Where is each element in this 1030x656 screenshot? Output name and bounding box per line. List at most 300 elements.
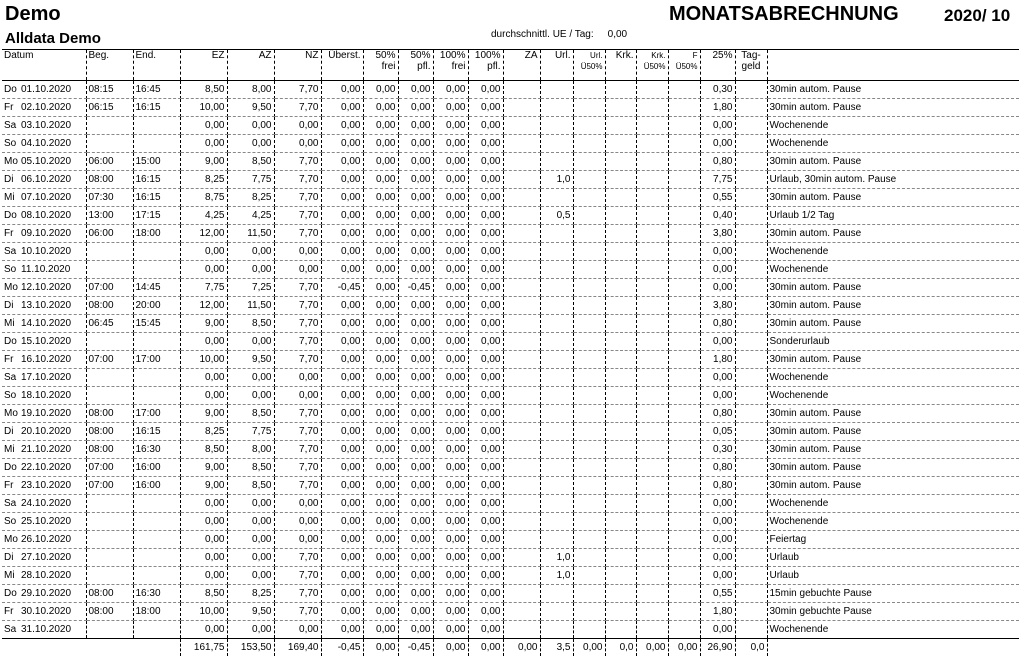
weekday: So bbox=[4, 136, 21, 152]
table-cell: 0,00 bbox=[321, 621, 363, 639]
column-header: 50% frei bbox=[363, 50, 398, 81]
table-cell bbox=[605, 81, 636, 99]
table-cell: 9,00 bbox=[180, 153, 227, 171]
table-cell bbox=[133, 621, 180, 639]
table-row bbox=[2, 261, 1019, 279]
table-cell: 7,70 bbox=[274, 405, 321, 423]
table-cell: 0,00 bbox=[321, 315, 363, 333]
table-cell bbox=[573, 477, 605, 495]
table-cell: 7,70 bbox=[274, 441, 321, 459]
table-cell bbox=[668, 477, 700, 495]
table-cell bbox=[636, 387, 668, 405]
date: 14.10.2020 bbox=[21, 318, 71, 329]
table-cell: 0,00 bbox=[180, 135, 227, 153]
weekday: Mi bbox=[4, 442, 21, 458]
table-cell: 0,00 bbox=[433, 621, 468, 639]
table-cell bbox=[503, 297, 540, 315]
total-cell: 0,00 bbox=[433, 639, 468, 656]
table-cell bbox=[133, 531, 180, 549]
table-cell: 0,00 bbox=[227, 243, 274, 261]
table-cell bbox=[503, 333, 540, 351]
table-cell: 0,00 bbox=[363, 423, 398, 441]
table-cell: 0,00 bbox=[180, 333, 227, 351]
table-cell: 0,00 bbox=[398, 441, 433, 459]
average-overtime bbox=[491, 29, 627, 40]
table-cell bbox=[735, 315, 767, 333]
table-cell bbox=[133, 261, 180, 279]
table-cell bbox=[668, 243, 700, 261]
table-cell: 0,00 bbox=[180, 621, 227, 639]
table-cell: 8,50 bbox=[180, 441, 227, 459]
table-cell: 0,00 bbox=[700, 549, 735, 567]
table-cell: 30min autom. Pause bbox=[767, 459, 1019, 477]
date-cell bbox=[2, 495, 86, 513]
table-cell: 0,00 bbox=[363, 261, 398, 279]
table-cell: 0,00 bbox=[321, 81, 363, 99]
table-cell bbox=[503, 279, 540, 297]
table-cell: 7,70 bbox=[274, 81, 321, 99]
table-cell: 8,25 bbox=[227, 585, 274, 603]
table-cell: 10,00 bbox=[180, 603, 227, 621]
table-cell: 06:00 bbox=[86, 225, 133, 243]
table-cell: 7,25 bbox=[227, 279, 274, 297]
table-cell: 0,00 bbox=[398, 459, 433, 477]
report-title: MONATSABRECHNUNG bbox=[669, 3, 899, 26]
table-cell: 0,00 bbox=[363, 315, 398, 333]
table-cell bbox=[503, 549, 540, 567]
table-cell bbox=[133, 117, 180, 135]
table-cell bbox=[668, 297, 700, 315]
table-cell: 0,00 bbox=[398, 423, 433, 441]
table-cell: 0,00 bbox=[321, 423, 363, 441]
table-cell bbox=[540, 189, 573, 207]
table-cell bbox=[503, 81, 540, 99]
table-cell bbox=[503, 369, 540, 387]
table-cell: 0,00 bbox=[700, 513, 735, 531]
table-cell: Wochenende bbox=[767, 261, 1019, 279]
table-row bbox=[2, 315, 1019, 333]
table-cell: 0,00 bbox=[274, 621, 321, 639]
table-cell bbox=[573, 369, 605, 387]
table-cell bbox=[636, 549, 668, 567]
table-cell bbox=[573, 423, 605, 441]
table-cell: 0,00 bbox=[321, 459, 363, 477]
table-cell: 0,00 bbox=[398, 549, 433, 567]
date: 20.10.2020 bbox=[21, 426, 71, 437]
table-cell: 0,00 bbox=[321, 387, 363, 405]
table-cell bbox=[636, 459, 668, 477]
table-cell bbox=[86, 387, 133, 405]
table-row bbox=[2, 333, 1019, 351]
weekday: So bbox=[4, 262, 21, 278]
table-cell bbox=[735, 99, 767, 117]
total-cell: 0,00 bbox=[573, 639, 605, 656]
table-cell: 0,00 bbox=[321, 189, 363, 207]
table-cell bbox=[668, 261, 700, 279]
table-cell: 0,00 bbox=[700, 243, 735, 261]
table-cell bbox=[735, 351, 767, 369]
table-cell: 7,75 bbox=[227, 171, 274, 189]
table-cell: 7,70 bbox=[274, 351, 321, 369]
table-cell: 0,00 bbox=[321, 99, 363, 117]
table-cell bbox=[735, 243, 767, 261]
date: 09.10.2020 bbox=[21, 228, 71, 239]
table-cell: 9,00 bbox=[180, 405, 227, 423]
table-cell: 0,00 bbox=[700, 531, 735, 549]
table-cell bbox=[636, 189, 668, 207]
table-cell: 0,00 bbox=[363, 333, 398, 351]
table-cell: 30min autom. Pause bbox=[767, 477, 1019, 495]
column-header: 100% frei bbox=[433, 50, 468, 81]
table-cell bbox=[735, 117, 767, 135]
table-cell: 0,00 bbox=[321, 171, 363, 189]
table-row bbox=[2, 171, 1019, 189]
table-cell bbox=[735, 459, 767, 477]
table-cell bbox=[133, 567, 180, 585]
table-cell: 0,00 bbox=[321, 495, 363, 513]
table-cell bbox=[540, 387, 573, 405]
table-cell bbox=[636, 621, 668, 639]
table-cell: 0,00 bbox=[700, 567, 735, 585]
table-cell: 30min autom. Pause bbox=[767, 315, 1019, 333]
table-cell bbox=[86, 549, 133, 567]
table-cell bbox=[735, 279, 767, 297]
table-cell bbox=[86, 135, 133, 153]
table-cell: 0,00 bbox=[363, 477, 398, 495]
total-cell: 0,00 bbox=[503, 639, 540, 656]
table-cell bbox=[540, 603, 573, 621]
column-header: Überst. bbox=[321, 50, 363, 81]
table-cell bbox=[636, 477, 668, 495]
table-cell bbox=[636, 279, 668, 297]
table-cell bbox=[735, 261, 767, 279]
date: 16.10.2020 bbox=[21, 354, 71, 365]
table-cell: 0,00 bbox=[433, 441, 468, 459]
table-cell: 0,00 bbox=[363, 603, 398, 621]
table-cell bbox=[636, 423, 668, 441]
report-period: 2020/ 10 bbox=[944, 6, 1010, 26]
table-cell bbox=[86, 513, 133, 531]
date: 19.10.2020 bbox=[21, 408, 71, 419]
table-cell bbox=[668, 153, 700, 171]
table-cell: 1,80 bbox=[700, 351, 735, 369]
table-row bbox=[2, 135, 1019, 153]
table-cell: 0,00 bbox=[321, 477, 363, 495]
table-cell: 1,80 bbox=[700, 603, 735, 621]
table-cell: 0,00 bbox=[274, 495, 321, 513]
weekday: Fr bbox=[4, 226, 21, 242]
table-cell: 0,00 bbox=[468, 297, 503, 315]
table-cell bbox=[636, 333, 668, 351]
table-cell bbox=[503, 261, 540, 279]
table-cell: 7,70 bbox=[274, 333, 321, 351]
table-cell: 0,00 bbox=[363, 441, 398, 459]
table-cell: 0,00 bbox=[468, 333, 503, 351]
table-cell: 0,00 bbox=[321, 243, 363, 261]
table-cell: Wochenende bbox=[767, 117, 1019, 135]
table-cell bbox=[668, 567, 700, 585]
table-cell: 0,00 bbox=[433, 315, 468, 333]
weekday: Do bbox=[4, 334, 21, 350]
table-cell: 0,00 bbox=[321, 513, 363, 531]
table-cell bbox=[573, 243, 605, 261]
table-cell: 0,00 bbox=[468, 549, 503, 567]
column-header: Krk. Ü50% bbox=[636, 50, 668, 81]
table-cell bbox=[605, 297, 636, 315]
table-cell bbox=[605, 585, 636, 603]
weekday: Sa bbox=[4, 496, 21, 512]
table-row bbox=[2, 477, 1019, 495]
table-row bbox=[2, 99, 1019, 117]
table-cell bbox=[133, 513, 180, 531]
table-cell: 0,00 bbox=[274, 513, 321, 531]
table-cell bbox=[573, 387, 605, 405]
date-cell bbox=[2, 585, 86, 603]
table-cell bbox=[573, 225, 605, 243]
table-cell bbox=[636, 405, 668, 423]
date-cell bbox=[2, 351, 86, 369]
table-cell: Wochenende bbox=[767, 243, 1019, 261]
table-cell bbox=[573, 495, 605, 513]
table-cell: 0,00 bbox=[433, 279, 468, 297]
table-cell bbox=[573, 531, 605, 549]
table-cell bbox=[86, 261, 133, 279]
total-cell: 169,40 bbox=[274, 639, 321, 656]
date: 26.10.2020 bbox=[21, 534, 71, 545]
table-cell bbox=[605, 243, 636, 261]
table-cell: 0,00 bbox=[468, 135, 503, 153]
table-cell bbox=[605, 459, 636, 477]
table-cell bbox=[605, 135, 636, 153]
table-cell: 16:15 bbox=[133, 171, 180, 189]
table-cell bbox=[735, 189, 767, 207]
table-cell: 16:15 bbox=[133, 189, 180, 207]
table-cell bbox=[605, 531, 636, 549]
table-cell: 30min autom. Pause bbox=[767, 423, 1019, 441]
table-cell: 0,00 bbox=[321, 585, 363, 603]
date: 25.10.2020 bbox=[21, 516, 71, 527]
table-cell: 0,00 bbox=[468, 207, 503, 225]
table-cell bbox=[668, 387, 700, 405]
table-cell bbox=[503, 567, 540, 585]
table-cell bbox=[86, 531, 133, 549]
table-cell: Wochenende bbox=[767, 513, 1019, 531]
table-cell bbox=[668, 207, 700, 225]
table-cell bbox=[503, 117, 540, 135]
table-cell: 0,00 bbox=[398, 243, 433, 261]
table-cell bbox=[668, 585, 700, 603]
table-cell bbox=[540, 99, 573, 117]
table-cell bbox=[605, 603, 636, 621]
table-cell bbox=[86, 567, 133, 585]
table-cell: 0,00 bbox=[363, 495, 398, 513]
table-cell: 0,05 bbox=[700, 423, 735, 441]
table-cell bbox=[636, 261, 668, 279]
table-cell: 0,00 bbox=[468, 117, 503, 135]
table-cell bbox=[133, 135, 180, 153]
table-cell: 7,75 bbox=[700, 171, 735, 189]
date-cell bbox=[2, 153, 86, 171]
table-cell: 16:00 bbox=[133, 477, 180, 495]
column-header: Tag-geld bbox=[735, 50, 767, 81]
table-cell bbox=[573, 621, 605, 639]
table-cell bbox=[540, 477, 573, 495]
table-cell: 0,00 bbox=[227, 549, 274, 567]
table-cell: 8,25 bbox=[180, 171, 227, 189]
table-row bbox=[2, 279, 1019, 297]
table-cell: 0,00 bbox=[363, 585, 398, 603]
date: 06.10.2020 bbox=[21, 174, 71, 185]
table-cell: 9,00 bbox=[180, 477, 227, 495]
table-cell: 4,25 bbox=[180, 207, 227, 225]
table-cell bbox=[668, 405, 700, 423]
table-cell bbox=[540, 351, 573, 369]
table-cell bbox=[668, 495, 700, 513]
table-cell: 0,00 bbox=[433, 459, 468, 477]
column-header: 25% bbox=[700, 50, 735, 81]
table-cell bbox=[573, 171, 605, 189]
table-cell: 0,00 bbox=[180, 549, 227, 567]
table-cell: 0,00 bbox=[433, 567, 468, 585]
table-cell: 0,00 bbox=[227, 387, 274, 405]
table-cell: 0,00 bbox=[363, 243, 398, 261]
table-cell bbox=[636, 243, 668, 261]
table-cell bbox=[503, 243, 540, 261]
table-cell: 0,00 bbox=[398, 513, 433, 531]
table-cell bbox=[540, 81, 573, 99]
date-cell bbox=[2, 315, 86, 333]
table-cell: 0,00 bbox=[433, 423, 468, 441]
table-cell bbox=[636, 351, 668, 369]
date: 04.10.2020 bbox=[21, 138, 71, 149]
table-cell: 0,00 bbox=[433, 369, 468, 387]
table-cell bbox=[636, 531, 668, 549]
total-cell: -0,45 bbox=[321, 639, 363, 656]
table-cell: 0,00 bbox=[433, 603, 468, 621]
date-cell bbox=[2, 207, 86, 225]
table-cell bbox=[735, 369, 767, 387]
table-cell bbox=[636, 315, 668, 333]
date: 27.10.2020 bbox=[21, 552, 71, 563]
table-cell bbox=[86, 117, 133, 135]
table-cell: 15:45 bbox=[133, 315, 180, 333]
table-cell: 0,00 bbox=[274, 387, 321, 405]
date-cell bbox=[2, 279, 86, 297]
table-cell: 0,00 bbox=[180, 243, 227, 261]
weekday: Fr bbox=[4, 604, 21, 620]
table-cell: 0,00 bbox=[363, 153, 398, 171]
table-cell bbox=[540, 117, 573, 135]
table-cell bbox=[540, 495, 573, 513]
date: 10.10.2020 bbox=[21, 246, 71, 257]
total-cell: 0,00 bbox=[668, 639, 700, 656]
table-cell bbox=[636, 567, 668, 585]
table-cell: 0,00 bbox=[321, 603, 363, 621]
table-cell: 0,00 bbox=[398, 297, 433, 315]
table-cell bbox=[503, 603, 540, 621]
table-cell: 30min autom. Pause bbox=[767, 189, 1019, 207]
table-cell: 30min autom. Pause bbox=[767, 153, 1019, 171]
table-cell bbox=[573, 81, 605, 99]
table-cell: 3,80 bbox=[700, 225, 735, 243]
table-cell: 0,00 bbox=[363, 171, 398, 189]
table-cell: 0,00 bbox=[398, 207, 433, 225]
table-cell: 0,30 bbox=[700, 81, 735, 99]
table-row bbox=[2, 603, 1019, 621]
table-cell: 0,00 bbox=[468, 243, 503, 261]
total-cell bbox=[767, 639, 1019, 656]
table-cell bbox=[573, 135, 605, 153]
column-header: Krk. bbox=[605, 50, 636, 81]
table-cell bbox=[605, 279, 636, 297]
table-cell: 30min autom. Pause bbox=[767, 405, 1019, 423]
total-cell bbox=[86, 639, 133, 656]
table-cell: 8,50 bbox=[180, 585, 227, 603]
table-row bbox=[2, 531, 1019, 549]
table-cell: 0,00 bbox=[700, 333, 735, 351]
table-cell bbox=[735, 423, 767, 441]
table-cell: 0,00 bbox=[274, 117, 321, 135]
table-cell bbox=[605, 261, 636, 279]
table-cell bbox=[540, 153, 573, 171]
table-cell: 16:45 bbox=[133, 81, 180, 99]
table-cell bbox=[605, 153, 636, 171]
table-cell: 0,00 bbox=[363, 135, 398, 153]
date: 28.10.2020 bbox=[21, 570, 71, 581]
table-cell: 7,70 bbox=[274, 297, 321, 315]
table-cell bbox=[540, 621, 573, 639]
table-cell: 0,40 bbox=[700, 207, 735, 225]
total-cell bbox=[2, 639, 86, 656]
table-cell: 7,70 bbox=[274, 315, 321, 333]
column-header: F Ü50% bbox=[668, 50, 700, 81]
table-cell: 06:00 bbox=[86, 153, 133, 171]
table-cell: 0,55 bbox=[700, 189, 735, 207]
table-cell bbox=[735, 567, 767, 585]
table-cell: 0,00 bbox=[398, 585, 433, 603]
table-cell: 0,00 bbox=[321, 297, 363, 315]
table-cell bbox=[540, 315, 573, 333]
table-header bbox=[2, 50, 1019, 81]
table-cell: 8,50 bbox=[227, 153, 274, 171]
table-cell bbox=[735, 207, 767, 225]
table-cell: 7,70 bbox=[274, 477, 321, 495]
table-cell: 0,00 bbox=[321, 531, 363, 549]
table-cell: 07:00 bbox=[86, 477, 133, 495]
table-cell: 0,00 bbox=[227, 621, 274, 639]
table-cell: 0,00 bbox=[433, 333, 468, 351]
table-cell: 0,00 bbox=[363, 531, 398, 549]
table-cell: 0,80 bbox=[700, 405, 735, 423]
table-cell bbox=[503, 315, 540, 333]
table-cell: 0,00 bbox=[468, 369, 503, 387]
table-cell: 0,00 bbox=[433, 477, 468, 495]
date-cell bbox=[2, 261, 86, 279]
weekday: Di bbox=[4, 550, 21, 566]
table-cell: 08:00 bbox=[86, 423, 133, 441]
table-cell: 0,00 bbox=[398, 315, 433, 333]
table-row bbox=[2, 225, 1019, 243]
total-cell: -0,45 bbox=[398, 639, 433, 656]
table-cell: 30min autom. Pause bbox=[767, 225, 1019, 243]
table-cell: 17:00 bbox=[133, 405, 180, 423]
weekday: Do bbox=[4, 586, 21, 602]
date: 12.10.2020 bbox=[21, 282, 71, 293]
table-cell: 08:00 bbox=[86, 441, 133, 459]
weekday: Sa bbox=[4, 118, 21, 134]
table-cell bbox=[735, 333, 767, 351]
table-cell: Sonderurlaub bbox=[767, 333, 1019, 351]
